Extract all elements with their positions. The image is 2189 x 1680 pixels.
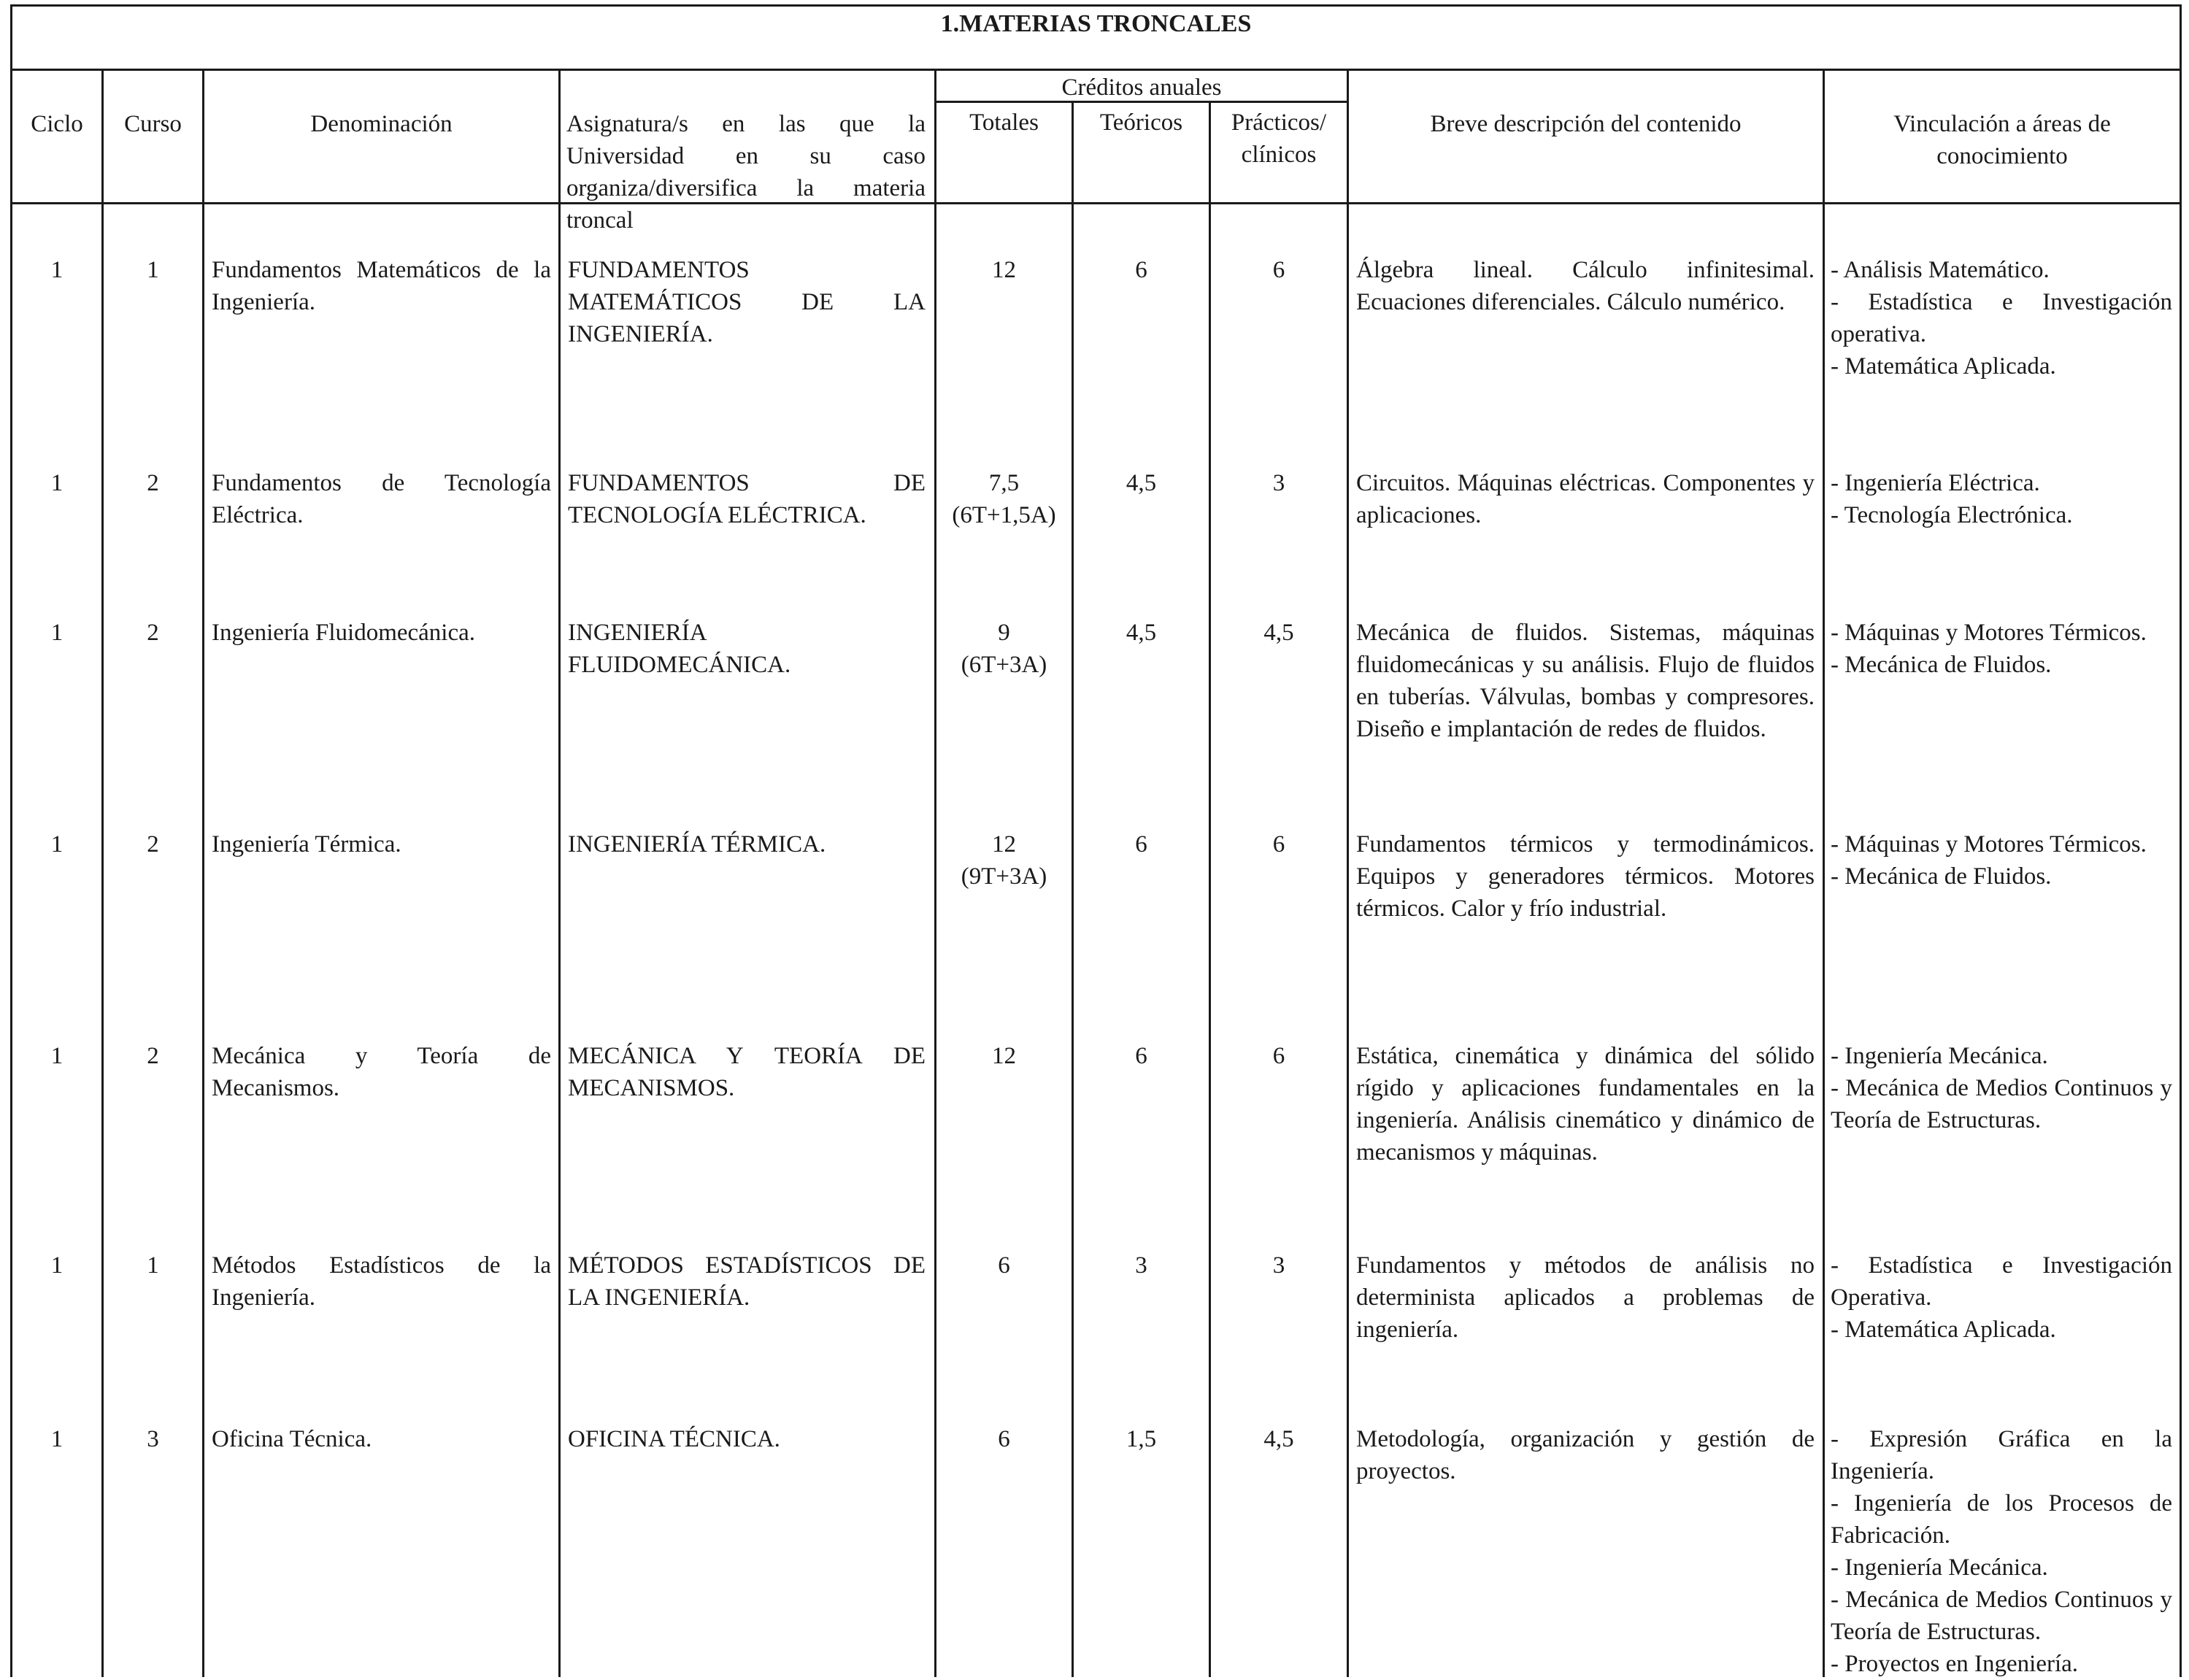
- cell-denominacion: Mecánica y Teoría de Mecanismos.: [212, 1043, 551, 1101]
- cell-practicos: 6: [1272, 1043, 1285, 1069]
- cell-descripcion: Estática, cinemática y dinámica del sólido rígido y aplicaciones fundamentales en la ingeniería. Análisis cinemático y dinámico de mecanismos y máquinas.: [1356, 1043, 1815, 1165]
- cell-curso: 2: [147, 470, 159, 496]
- cell-totales: 12: [992, 257, 1016, 283]
- cell-ciclo: 1: [50, 470, 64, 496]
- cell-asignatura: FUNDAMENTOS MATEMÁTICOS DE LA INGENIERÍA.: [568, 257, 926, 347]
- cell-denominacion: Oficina Técnica.: [212, 1426, 372, 1452]
- cell-curso: 2: [147, 620, 159, 646]
- cell-ciclo: 1: [50, 620, 64, 646]
- cell-teoricos: 3: [1135, 1252, 1147, 1279]
- header-bottom-border: [10, 202, 2182, 204]
- cell-ciclo: 1: [50, 1426, 64, 1452]
- cell-denominacion: Fundamentos Matemáticos de la Ingeniería.: [212, 257, 551, 315]
- cell-vinculacion: - Expresión Gráfica en la Ingeniería. - Ingeniería de los Procesos de Fabricación. - Ingeniería Mecánica. - Mecánica de Medios Continuos y Teoría de Estructuras. - Proyectos en Ingeniería.: [1831, 1426, 2172, 1677]
- cell-practicos: 3: [1272, 470, 1285, 496]
- cell-ciclo: 1: [50, 1252, 64, 1279]
- cell-asignatura: MÉTODOS ESTADÍSTICOS DE LA INGENIERÍA.: [568, 1252, 926, 1311]
- cell-descripcion: Metodología, organización y gestión de proyectos.: [1356, 1426, 1815, 1484]
- column-divider: [202, 69, 204, 1677]
- header-creditos-anuales: Créditos anuales: [1061, 74, 1222, 101]
- cell-denominacion: Ingeniería Térmica.: [212, 831, 401, 858]
- cell-descripcion: Mecánica de fluidos. Sistemas, máquinas fluidomecánicas y su análisis. Flujo de fluidos en tuberías. Válvulas, bombas y compresores. Diseño e implantación de redes de fluidos.: [1356, 620, 1815, 742]
- cell-teoricos: 6: [1135, 257, 1147, 283]
- cell-teoricos: 4,5: [1126, 470, 1157, 496]
- cell-ciclo: 1: [50, 257, 64, 283]
- header-practicos: Prácticos/ clínicos: [1231, 109, 1327, 168]
- cell-descripcion: Fundamentos y métodos de análisis no determinista aplicados a problemas de ingeniería.: [1356, 1252, 1815, 1343]
- header-descripcion: Breve descripción del contenido: [1430, 111, 1742, 137]
- cell-asignatura: FUNDAMENTOS DE TECNOLOGÍA ELÉCTRICA.: [568, 470, 926, 528]
- cell-practicos: 6: [1272, 257, 1285, 283]
- cell-totales: 12 (9T+3A): [961, 831, 1047, 890]
- cell-asignatura: MECÁNICA Y TEORÍA DE MECANISMOS.: [568, 1043, 926, 1101]
- cell-totales: 7,5 (6T+1,5A): [952, 470, 1056, 528]
- cell-practicos: 6: [1272, 831, 1285, 858]
- cell-curso: 3: [147, 1426, 159, 1452]
- header-vinculacion: Vinculación a áreas de conocimiento: [1893, 111, 2111, 169]
- table-right-border: [2180, 4, 2182, 1677]
- cell-descripcion: Circuitos. Máquinas eléctricas. Componentes y aplicaciones.: [1356, 470, 1815, 528]
- cell-asignatura: INGENIERÍA FLUIDOMECÁNICA.: [568, 620, 791, 678]
- column-divider: [1347, 69, 1349, 1677]
- cell-denominacion: Métodos Estadísticos de la Ingeniería.: [212, 1252, 551, 1311]
- cell-practicos: 4,5: [1263, 1426, 1294, 1452]
- cell-teoricos: 1,5: [1126, 1426, 1157, 1452]
- cell-ciclo: 1: [50, 831, 64, 858]
- cell-denominacion: Fundamentos de Tecnología Eléctrica.: [212, 470, 551, 528]
- header-denominacion: Denominación: [310, 111, 453, 137]
- cell-vinculacion: - Estadística e Investigación Operativa. - Matemática Aplicada.: [1831, 1252, 2172, 1343]
- cell-teoricos: 6: [1135, 831, 1147, 858]
- cell-vinculacion: - Ingeniería Eléctrica. - Tecnología Electrónica.: [1831, 470, 2073, 528]
- cell-teoricos: 4,5: [1126, 620, 1157, 646]
- cell-curso: 1: [147, 1252, 159, 1279]
- cell-curso: 2: [147, 1043, 159, 1069]
- cell-teoricos: 6: [1135, 1043, 1147, 1069]
- cell-descripcion: Álgebra lineal. Cálculo infinitesimal. Ecuaciones diferenciales. Cálculo numérico.: [1356, 257, 1815, 315]
- cell-curso: 2: [147, 831, 159, 858]
- header-curso: Curso: [124, 111, 182, 137]
- cell-totales: 9 (6T+3A): [961, 620, 1047, 678]
- cell-totales: 6: [998, 1252, 1010, 1279]
- header-totales: Totales: [969, 109, 1039, 136]
- column-divider: [1823, 69, 1825, 1677]
- cell-asignatura: INGENIERÍA TÉRMICA.: [568, 831, 826, 858]
- cell-totales: 6: [998, 1426, 1010, 1452]
- title-bottom-border: [10, 69, 2182, 71]
- header-asignatura: Asignatura/s en las que la Universidad en su caso organiza/diversifica la materia troncal: [566, 111, 926, 234]
- header-teoricos: Teóricos: [1099, 109, 1183, 136]
- cell-vinculacion: - Análisis Matemático. - Estadística e Investigación operativa. - Matemática Aplicada.: [1831, 257, 2172, 379]
- cell-asignatura: OFICINA TÉCNICA.: [568, 1426, 780, 1452]
- header-ciclo: Ciclo: [31, 111, 83, 137]
- cell-practicos: 4,5: [1263, 620, 1294, 646]
- cell-practicos: 3: [1272, 1252, 1285, 1279]
- cell-vinculacion: - Ingeniería Mecánica. - Mecánica de Medios Continuos y Teoría de Estructuras.: [1831, 1043, 2172, 1133]
- cell-ciclo: 1: [50, 1043, 64, 1069]
- cell-denominacion: Ingeniería Fluidomecánica.: [212, 620, 476, 646]
- cell-curso: 1: [147, 257, 159, 283]
- table-title: 1.MATERIAS TRONCALES: [940, 10, 1252, 37]
- cell-descripcion: Fundamentos térmicos y termodinámicos. Equipos y generadores térmicos. Motores térmicos. Calor y frío industrial.: [1356, 831, 1815, 922]
- column-divider: [558, 69, 561, 1677]
- cell-totales: 12: [992, 1043, 1016, 1069]
- cell-vinculacion: - Máquinas y Motores Térmicos. - Mecánica de Fluidos.: [1831, 831, 2147, 890]
- cell-vinculacion: - Máquinas y Motores Térmicos. - Mecánica de Fluidos.: [1831, 620, 2147, 678]
